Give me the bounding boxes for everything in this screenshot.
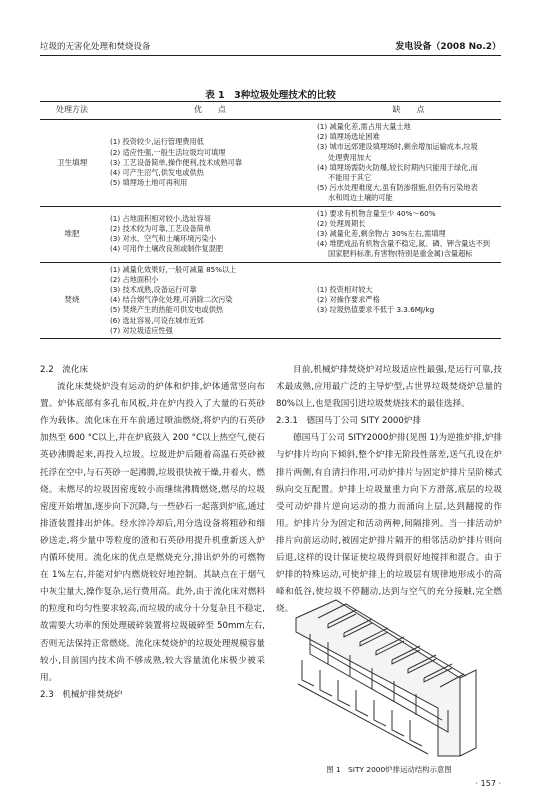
page-number: · 157 · bbox=[475, 779, 501, 788]
paragraph-fluidized-bed: 流化床焚烧炉没有运动的炉体和炉排,炉体通常竖向布置。炉体底部有多孔布风板,并在炉内投入了大量的石英砂作为载体。流化床在开车前通过喷油燃烧,将炉内的石英砂加热至 600 °C以上,并在炉底鼓入 200 °C以上热空气,使石英砂沸腾起来,再投入垃圾。垃圾进炉后随着高温石英砂被托浮在空中,与石英砂一起沸腾,垃圾很快被干燥,并着火、燃烧。未燃尽的垃圾因密度较小而继续沸腾燃烧,燃尽的垃圾密度开始增加,逐步向下沉降,与一些砂石一起落到炉底,通过排渣装置排出炉体。经水淬冷却后,用分选设备将粗砂和细砂送走,将少量中等粒度的渣和石英砂用提升机重新送入炉内循环使用。流化床的优点是燃烧充分,排出炉外的可燃物在 1%左右,并能对炉内燃烧较好地控制。其缺点在于烟气中灰尘量大,操作复杂,运行费用高。此外,由于流化床对燃料的粒度和均匀性要求较高,而垃圾的成分十分复杂且不稳定,故需要大功率的预处理破碎装置将垃圾破碎至 50mm左右,否则无法保持正常燃烧。流化床焚烧炉的垃圾处理规模容量较小,目前国内技术尚不够成熟,较大容量流化床极少被采用。 bbox=[40, 382, 265, 683]
figure-1 bbox=[288, 560, 488, 760]
pros-item: (4) 可产生沼气,供发电或供热 bbox=[110, 167, 204, 177]
table-row bbox=[40, 120, 501, 207]
cons-item: (2) 填埋场选址困难 bbox=[317, 132, 380, 142]
cons-item: (1) 要求有机物含量至少 40%～60% bbox=[317, 208, 436, 218]
method-cell: 堆肥 bbox=[40, 206, 104, 262]
running-header bbox=[40, 38, 501, 52]
pros-cell bbox=[104, 262, 311, 338]
cons-item-continuation: 不能用于其它 bbox=[328, 173, 372, 183]
pros-item: (7) 对垃圾适应性强 bbox=[110, 325, 173, 335]
pros-item: (3) 对水、空气和土壤环境污染小 bbox=[110, 234, 216, 244]
pros-item: (1) 投资较少,运行管理费用低 bbox=[110, 137, 204, 147]
cons-cell bbox=[311, 262, 501, 338]
pros-item: (4) 结合烟气净化处理,可消除二次污染 bbox=[110, 295, 233, 305]
comparison-table bbox=[40, 101, 501, 339]
paragraph-sity2000: 德国马丁公司 SITY2000炉排(见图 1)为逆推炉排,炉排与炉排片均向下倾斜,整个炉排无阶段性落差,送气孔设在炉排片两侧,有自清扫作用,可动炉排片与固定炉排片呈阶梯式纵向交互配置。炉排上垃圾量重力向下方滑落,底层的垃圾受可动炉排片逆向运动的推力而涌向上层,达到翻搅的作用。炉排片分为固定和活动两种,间隔排列。当一排活动炉排片向前运动时,被固定炉排片隔开的相邻活动炉排片则向后退,这样的设计保证使垃圾得到很好地搅拌和混合。由于炉排的特殊运动,可使炉排上的垃圾层有规律地形成小的高峰和低谷,使垃圾不停翻动,达到与空气的充分接触,完全燃烧。 bbox=[276, 433, 502, 615]
pros-item: (3) 工艺设备简单,操作便利,技术成熟可靠 bbox=[110, 157, 243, 167]
cons-item: (3) 减量化差,剩余物占 30%左右,需填埋 bbox=[317, 229, 446, 239]
pros-item: (2) 技术较为可靠,工艺设备简单 bbox=[110, 223, 212, 233]
pros-item: (1) 减量化效果好,一般可减量 85%以上 bbox=[110, 264, 237, 274]
left-column bbox=[40, 362, 265, 704]
cons-item: (3) 城市远郊建设填埋场时,剩余增加运输成本,垃圾 bbox=[317, 142, 478, 152]
pros-item: (2) 占地面积小 bbox=[110, 274, 159, 284]
header-rule bbox=[40, 55, 501, 56]
table-row bbox=[40, 262, 501, 338]
cons-item-continuation: 处理费用加大 bbox=[328, 152, 372, 162]
section-heading-2-3: 2.3 机械炉排焚烧炉 bbox=[40, 689, 123, 700]
cons-item: (4) 堆肥成品有机物含量不稳定,氮、磷、钾含量达不到 bbox=[317, 239, 490, 249]
figure-1-caption: 图 1 SITY 2000炉排运动结构示意图 bbox=[326, 765, 452, 774]
pros-item: (3) 技术成熟,设备运行可靠 bbox=[110, 285, 197, 295]
pros-item: (5) 填埋场土地可再利用 bbox=[110, 178, 188, 188]
pros-cell bbox=[104, 206, 311, 262]
section-heading-2-2: 2.2 流化床 bbox=[40, 365, 89, 375]
cons-cell bbox=[311, 120, 501, 207]
cons-item: (3) 垃圾热值要求不低于 3.3.6MJ/kg bbox=[317, 305, 435, 315]
pros-item: (1) 占地面积相对较小,选址容易 bbox=[110, 213, 212, 223]
cons-item-continuation: 水和周边土壤的可能 bbox=[328, 193, 393, 203]
running-header-title: 垃圾的无害化处理和焚烧设备 bbox=[40, 42, 151, 52]
pros-item: (5) 焚烧产生的热能可供发电或供热 bbox=[110, 305, 224, 315]
table-row bbox=[40, 206, 501, 262]
pros-item: (2) 适应性强,一般生活垃圾均可填埋 bbox=[110, 147, 226, 157]
pros-cell bbox=[104, 120, 311, 207]
grate-diagram bbox=[288, 560, 488, 760]
grate-drawing bbox=[296, 600, 476, 756]
header-pros: 优 点 bbox=[104, 102, 311, 120]
cons-item: (5) 污水处理难度大,虽有防渗措施,但仍有污染地表 bbox=[317, 183, 478, 193]
cons-item: (2) 处理周期长 bbox=[317, 218, 366, 228]
method-cell: 卫生填埋 bbox=[40, 120, 104, 207]
journal-issue: 发电设备（2008 No.2） bbox=[395, 42, 501, 52]
paragraph-grate-incinerator: 目前,机械炉排焚烧炉对垃圾适应性最强,是运行可靠,技术最成熟,应用最广泛的主导炉型,占世界垃圾焚烧炉总量的 80%以上,也是我国引进垃圾焚烧技术的最佳选择。 bbox=[276, 365, 502, 410]
cons-item: (1) 投资相对较大 bbox=[317, 285, 373, 295]
table-caption: 表 1 3种垃圾处理技术的比较 bbox=[205, 90, 336, 101]
cons-item-continuation: 国家肥料标准,有害物(特别是重金属)含量超标 bbox=[328, 249, 473, 259]
table-header-row bbox=[40, 102, 501, 120]
cons-item: (2) 对操作要求严格 bbox=[317, 295, 380, 305]
cons-cell bbox=[311, 206, 501, 262]
cons-item: (4) 填埋场需防火防爆,较长时期内只能用于绿化,而 bbox=[317, 162, 478, 172]
pros-item: (6) 选址容易,可设在城市近郊 bbox=[110, 315, 204, 325]
method-cell: 焚烧 bbox=[40, 262, 104, 338]
section-heading-2-3-1: 2.3.1 德国马丁公司 SITY 2000炉排 bbox=[276, 416, 422, 427]
header-cons: 缺 点 bbox=[311, 102, 501, 120]
pros-item: (4) 可用作土壤改良剂或制作复混肥 bbox=[110, 244, 224, 254]
cons-item: (1) 减量化差,需占用大量土地 bbox=[317, 122, 411, 131]
header-method: 处理方法 bbox=[40, 102, 104, 120]
